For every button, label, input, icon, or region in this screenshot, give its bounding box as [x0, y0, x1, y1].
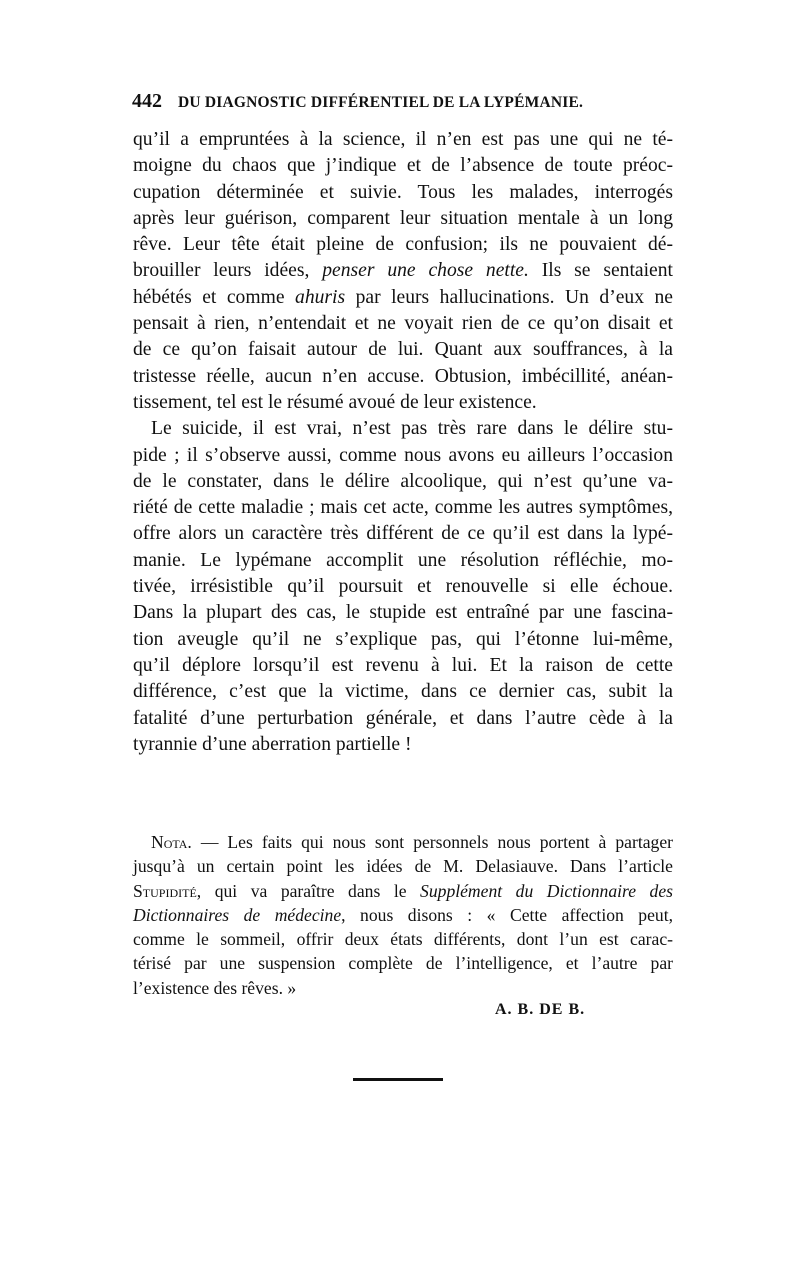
text-segment: offre alors un caractère très différent de ce qu’il est dans la lypé-: [133, 523, 673, 545]
text-segment: qu’il a empruntées à la science, il n’en est pas une qui ne té-: [133, 129, 673, 150]
small-caps-text: Stupidité: [133, 880, 197, 901]
text-line: [133, 976, 673, 1000]
closing-rule: [353, 1078, 443, 1081]
text-line: [133, 679, 673, 705]
text-segment: rêve. Leur tête était pleine de confusion; ils ne pouvaient dé-: [133, 234, 673, 256]
text-segment: , nous disons : « Cette affection peut,: [341, 904, 673, 925]
text-line: [133, 951, 673, 975]
text-segment: manie. Le lypémane accomplit une résolution réfléchie, mo-: [133, 549, 673, 571]
italic-text: Supplément du Dictionnaire des: [420, 880, 673, 901]
text-segment: hébétés et comme: [133, 286, 296, 308]
text-segment: Ils se sentaient: [528, 260, 673, 282]
text-line: [133, 574, 673, 600]
text-line: [133, 903, 673, 927]
text-line: [133, 443, 673, 469]
text-segment: cupation déterminée et suivie. Tous les malades, interrogés: [133, 181, 673, 203]
text-segment: pensait à rien, n’entendait et ne voyait rien de ce qu’on disait et: [133, 313, 673, 335]
text-line: [133, 495, 673, 521]
text-segment: brouiller leurs idées,: [133, 260, 323, 282]
text-segment: pide ; il s’observe aussi, comme nous avons eu ailleurs l’occasion: [133, 444, 673, 466]
text-segment: , qui va paraître dans le: [196, 880, 421, 901]
text-segment: tissement, tel est le résumé avoué de leur existence.: [133, 391, 537, 413]
text-segment: jusqu’à un certain point les idées de M. Delasiauve. Dans l’article: [133, 856, 673, 877]
text-segment: riété de cette maladie ; mais cet acte, comme les autres symptômes,: [133, 497, 673, 519]
page-header: [132, 90, 672, 116]
text-line: [133, 416, 673, 442]
text-line: [133, 830, 673, 854]
text-line: [133, 153, 673, 179]
text-line: [133, 600, 673, 626]
text-segment: Dans la plupart des cas, le stupide est entraîné par une fascina-: [133, 602, 673, 624]
text-segment: comme le sommeil, offrir deux états différents, dont l’un est carac-: [133, 929, 673, 950]
editorial-note: [133, 830, 673, 1000]
text-line: [133, 927, 673, 951]
main-text: [133, 127, 673, 758]
text-line: [133, 285, 673, 311]
text-line: [133, 180, 673, 206]
text-segment: moigne du chaos que j’indique et de l’absence de toute préoc-: [133, 155, 673, 177]
text-line: [133, 521, 673, 547]
italic-text: ahuris: [295, 286, 346, 308]
text-segment: tristesse réelle, aucun n’en accuse. Obtusion, imbécillité, anéan-: [133, 365, 673, 387]
text-segment: différence, c’est que la victime, dans ce dernier cas, subit la: [133, 681, 673, 703]
italic-text: Dictionnaires de médecine: [133, 904, 342, 925]
text-segment: de ce qu’on faisait autour de lui. Quant aux souffrances, à la: [133, 339, 673, 361]
text-segment: qu’il déplore lorsqu’il est revenu à lui. Et la raison de cette: [133, 654, 673, 676]
text-segment: tivée, irrésistible qu’il poursuit et renouvelle si elle échoue.: [133, 576, 673, 598]
text-line: [133, 258, 673, 284]
text-line: [133, 879, 673, 903]
text-segment: tyrannie d’une aberration partielle !: [133, 733, 412, 755]
italic-text: penser une chose nette.: [322, 260, 529, 282]
text-line: [133, 337, 673, 363]
text-line: [133, 311, 673, 337]
text-segment: tion aveugle qu’il ne s’explique pas, qui l’étonne lui-même,: [133, 628, 673, 650]
text-line: [133, 232, 673, 258]
text-segment: térisé par une suspension complète de l’intelligence, et l’autre par: [133, 953, 673, 974]
text-segment: l’existence des rêves. »: [133, 977, 297, 998]
text-segment: de le constater, dans le délire alcoolique, qui n’est qu’une va-: [133, 470, 673, 492]
text-line: [133, 206, 673, 232]
note-signature: A. B. DE B.: [495, 1001, 586, 1018]
text-line: [133, 627, 673, 653]
text-line: [133, 653, 673, 679]
text-segment: fatalité d’une perturbation générale, et dans l’autre cède à la: [133, 707, 673, 729]
text-line: [133, 854, 673, 878]
text-segment: après leur guérison, comparent leur situation mentale à un long: [133, 207, 673, 229]
text-segment: par leurs hallucinations. Un d’eux ne: [345, 286, 673, 308]
text-line: [133, 127, 673, 153]
running-head: DU DIAGNOSTIC DIFFÉRENTIEL DE LA LYPÉMANIE.: [178, 94, 584, 111]
text-line: [133, 364, 673, 390]
text-line: [133, 390, 673, 416]
text-line: [133, 706, 673, 732]
text-segment: — Les faits qui nous sont personnels nous portent à partager: [191, 832, 673, 852]
text-line: [133, 548, 673, 574]
page-number: 442: [132, 90, 162, 112]
text-line: [133, 732, 673, 758]
small-caps-text: Nota.: [151, 832, 192, 852]
text-segment: Le suicide, il est vrai, n’est pas très rare dans le délire stu-: [151, 418, 673, 440]
text-line: [133, 469, 673, 495]
